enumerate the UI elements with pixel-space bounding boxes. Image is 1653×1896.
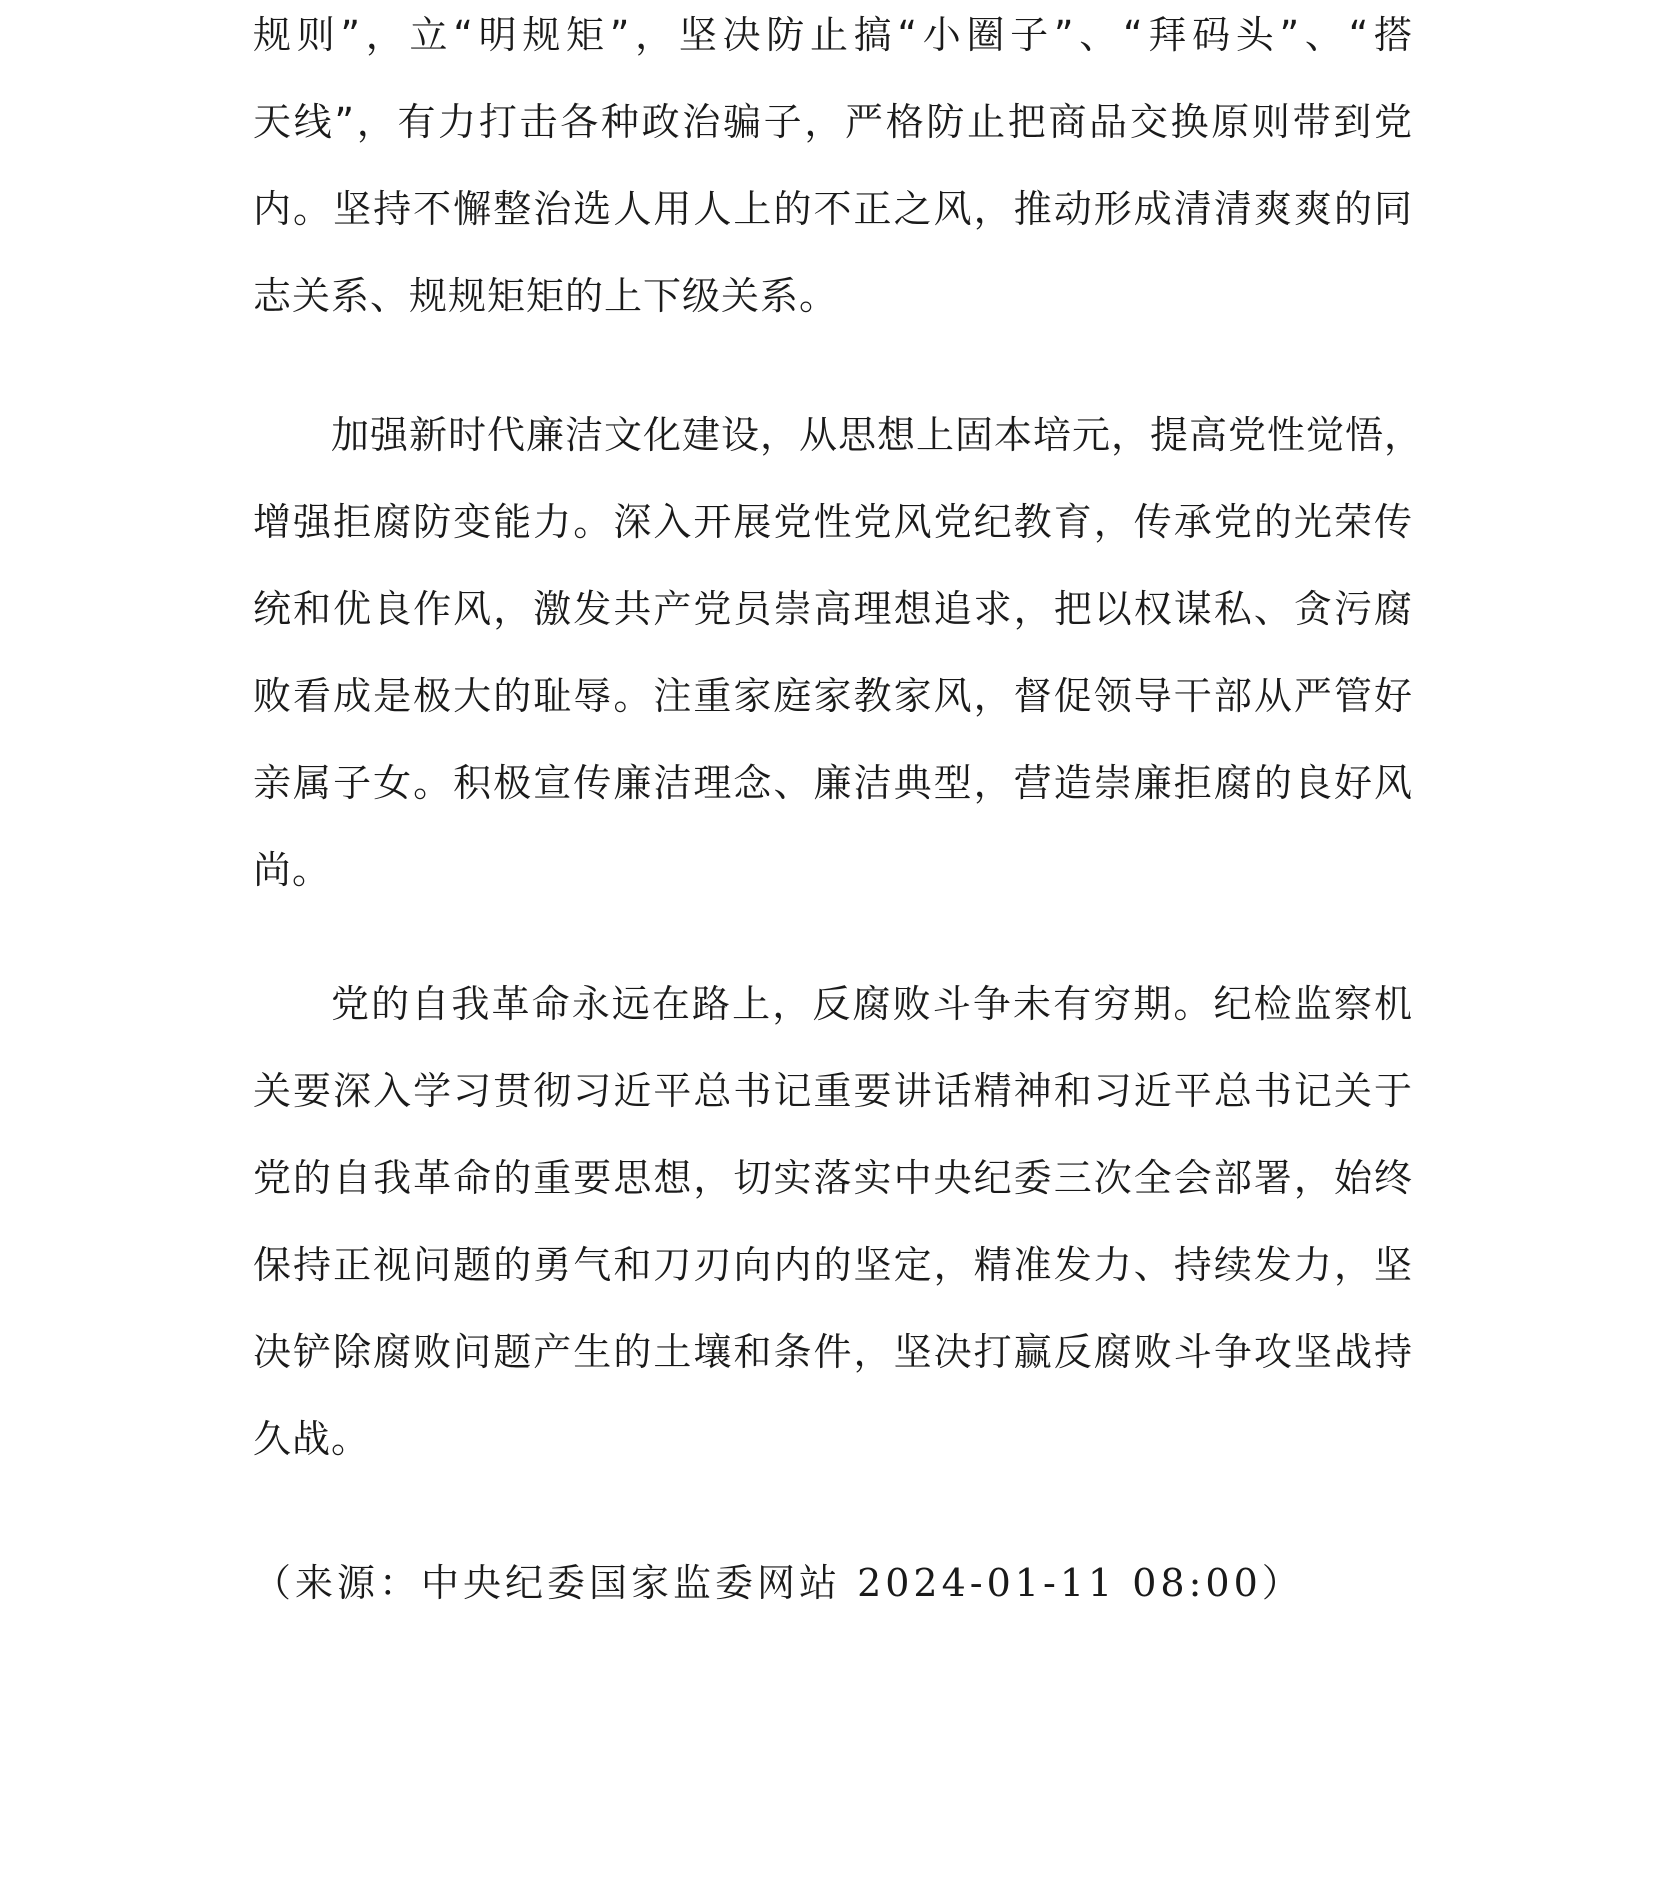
source-attribution: （来源：中央纪委国家监委网站 2024-01-11 08:00）: [253, 1561, 1304, 1605]
paragraph-line: 亲属子女。积极宣传廉洁理念、廉洁典型，营造崇廉拒腐的良好风: [253, 761, 1413, 805]
paragraph-line: 党的自我革命永远在路上，反腐败斗争未有穷期。纪检监察机: [331, 982, 1413, 1026]
paragraph-line: 统和优良作风，激发共产党员崇高理想追求，把以权谋私、贪污腐: [253, 587, 1413, 631]
paragraph-3: [253, 961, 1413, 1483]
paragraph-line: 内。坚持不懈整治选人用人上的不正之风，推动形成清清爽爽的同: [253, 187, 1413, 231]
paragraph-line: 关要深入学习贯彻习近平总书记重要讲话精神和习近平总书记关于: [253, 1069, 1413, 1113]
paragraph-1: [253, 0, 1413, 340]
paragraph-line: 保持正视问题的勇气和刀刃向内的坚定，精准发力、持续发力，坚: [253, 1243, 1413, 1287]
paragraph-line: 党的自我革命的重要思想，切实落实中央纪委三次全会部署，始终: [253, 1156, 1413, 1200]
paragraph-line: 尚。: [253, 848, 332, 892]
paragraph-line: 久战。: [253, 1417, 371, 1461]
paragraph-line: 增强拒腐防变能力。深入开展党性党风党纪教育，传承党的光荣传: [253, 500, 1413, 544]
paragraph-line: 天线”，有力打击各种政治骗子，严格防止把商品交换原则带到党: [253, 100, 1413, 144]
paragraph-line: 败看成是极大的耻辱。注重家庭家教家风，督促领导干部从严管好: [253, 674, 1413, 718]
paragraph-line: 规则”，立“明规矩”，坚决防止搞“小圈子”、“拜码头”、“搭: [253, 13, 1413, 57]
paragraph-2: [253, 392, 1424, 914]
paragraph-line: 加强新时代廉洁文化建设，从思想上固本培元，提高党性觉悟，: [331, 413, 1424, 457]
paragraph-line: 志关系、规规矩矩的上下级关系。: [253, 274, 839, 318]
paragraph-line: 决铲除腐败问题产生的土壤和条件，坚决打赢反腐败斗争攻坚战持: [253, 1330, 1413, 1374]
